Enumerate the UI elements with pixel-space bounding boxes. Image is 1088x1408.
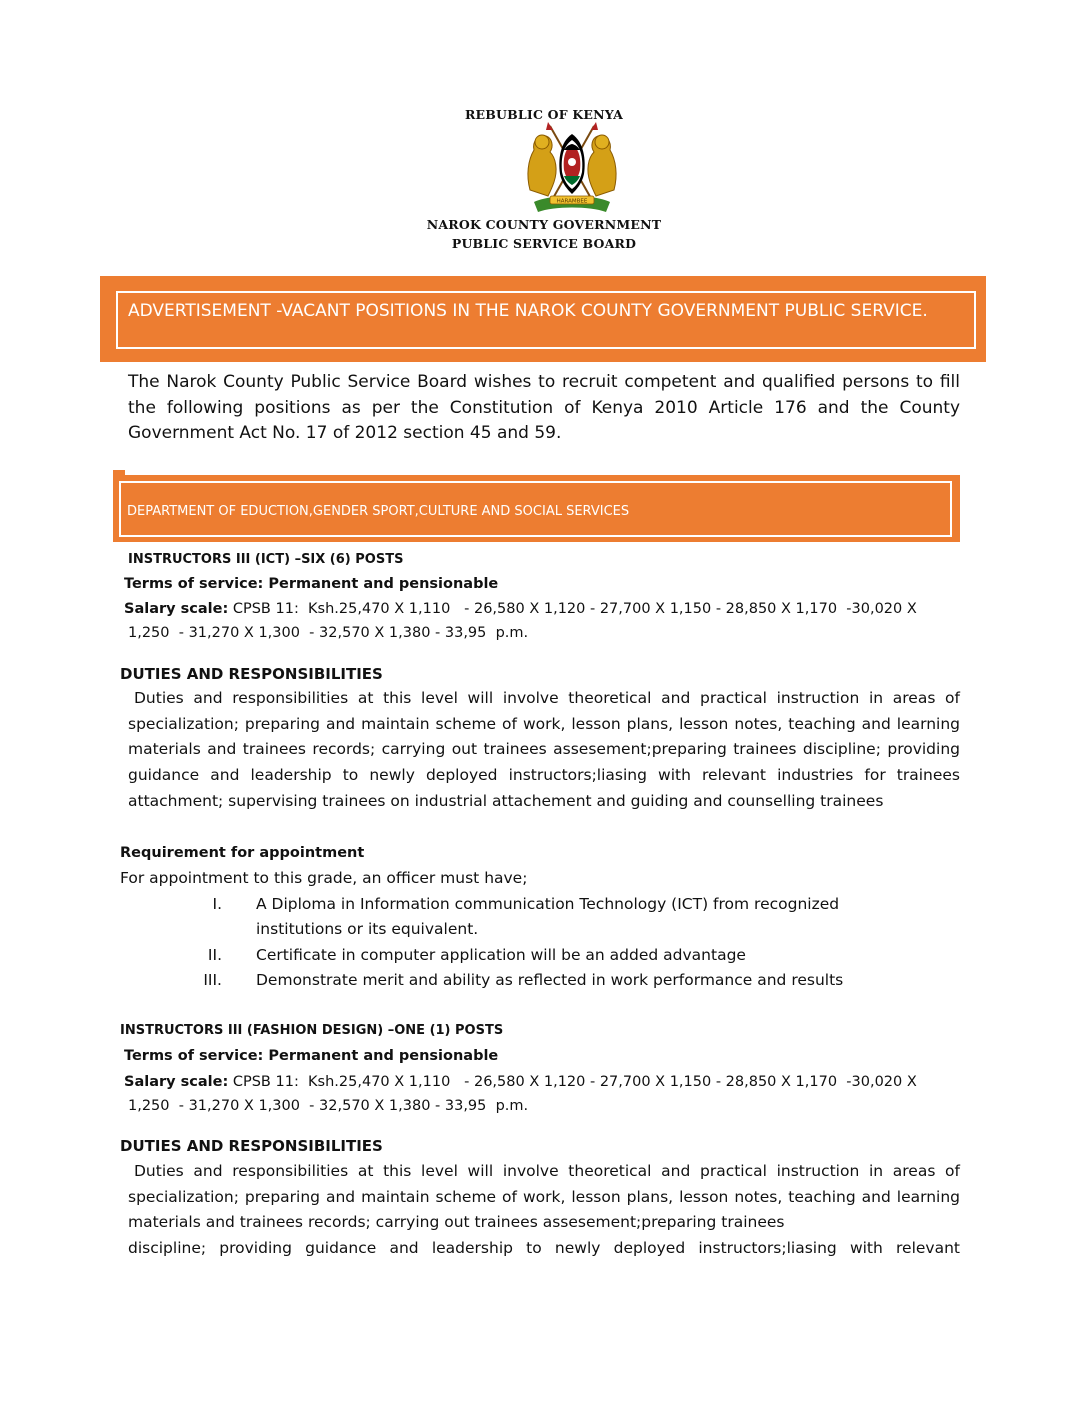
requirement-number: III. — [203, 971, 222, 989]
post-title: INSTRUCTORS III (ICT) –SIX (6) POSTS — [128, 552, 404, 567]
salary-scale-label: Salary scale: — [124, 1074, 229, 1090]
salary-scale-label: Salary scale: — [124, 601, 229, 617]
crest-motto: HARAMBEE — [556, 198, 588, 205]
advertisement-banner-frame — [116, 291, 976, 349]
duties-paragraph: Duties and responsibilities at this level will involve theoretical and practical instruction in areas of specialization; preparing and maintain scheme of work, lesson plans, lesson notes, teaching and learning materials and trainees records; carrying out trainees assesement;preparing trainees — [128, 1162, 960, 1232]
terms-of-service: Terms of service: Permanent and pensionable — [124, 1048, 499, 1064]
republic-heading: REBUBLIC OF KENYA — [464, 107, 624, 122]
post-title: INSTRUCTORS III (FASHION DESIGN) –ONE (1) POSTS — [120, 1023, 504, 1038]
department-banner-frame — [119, 481, 952, 537]
requirement-item: Certificate in computer application will be an added advantage — [256, 946, 746, 964]
duties-heading: DUTIES AND RESPONSIBILITIES — [120, 665, 383, 683]
salary-scale-line — [124, 598, 917, 620]
salary-scale-line — [124, 1071, 917, 1093]
requirement-number: I. — [212, 895, 222, 913]
requirement-item-continuation: institutions or its equivalent. — [256, 920, 479, 938]
duties-paragraph-last-line: discipline; providing guidance and leadership to newly deployed instructors;liasing with relevant — [128, 1239, 960, 1257]
requirement-item: A Diploma in Information communication Technology (ICT) from recognized — [256, 895, 840, 913]
advertisement-title: ADVERTISEMENT -VACANT POSITIONS IN THE NAROK COUNTY GOVERNMENT PUBLIC SERVICE. — [128, 301, 928, 321]
requirement-heading: Requirement for appointment — [120, 845, 365, 861]
intro-paragraph: The Narok County Public Service Board wishes to recruit competent and qualified persons to fill the following positions as per the Constitution of Kenya 2010 Article 176 and the County Government Act No. 17 of 2012 section 45 and 59. — [128, 372, 960, 443]
terms-of-service: Terms of service: Permanent and pensionable — [124, 576, 499, 592]
duties-heading: DUTIES AND RESPONSIBILITIES — [120, 1137, 383, 1155]
advertisement-banner — [100, 276, 986, 362]
county-heading: NAROK COUNTY GOVERNMENT — [426, 217, 662, 232]
salary-scale-values: CPSB 11: Ksh.25,470 X 1,110 - 26,580 X 1,120 - 27,700 X 1,150 - 28,850 X 1,170 -30,020 X — [228, 1074, 917, 1090]
requirement-intro: For appointment to this grade, an officer must have; — [120, 869, 528, 887]
board-heading: PUBLIC SERVICE BOARD — [451, 236, 637, 251]
salary-scale-continuation: 1,250 - 31,270 X 1,300 - 32,570 X 1,380 - 33,95 p.m. — [128, 625, 529, 641]
kenya-coat-of-arms-icon — [520, 120, 624, 216]
requirement-number: II. — [207, 946, 222, 964]
department-banner — [113, 475, 960, 542]
salary-scale-values: CPSB 11: Ksh.25,470 X 1,110 - 26,580 X 1,120 - 27,700 X 1,150 - 28,850 X 1,170 -30,020 X — [228, 601, 917, 617]
duties-paragraph: Duties and responsibilities at this level will involve theoretical and practical instruction in areas of specialization; preparing and maintain scheme of work, lesson plans, lesson notes, teaching and learning materials and trainees records; carrying out trainees assesement;preparing trainees discipline; providing guidance and leadership to newly deployed instructors;liasing with relevant industries for trainees attachment; supervising trainees on industrial attachement and guiding and counselling trainees — [128, 689, 960, 810]
salary-scale-continuation: 1,250 - 31,270 X 1,300 - 32,570 X 1,380 - 33,95 p.m. — [128, 1098, 529, 1114]
department-title: DEPARTMENT OF EDUCTION,GENDER SPORT,CULTURE AND SOCIAL SERVICES — [127, 504, 630, 519]
requirement-item: Demonstrate merit and ability as reflected in work performance and results — [256, 971, 844, 989]
